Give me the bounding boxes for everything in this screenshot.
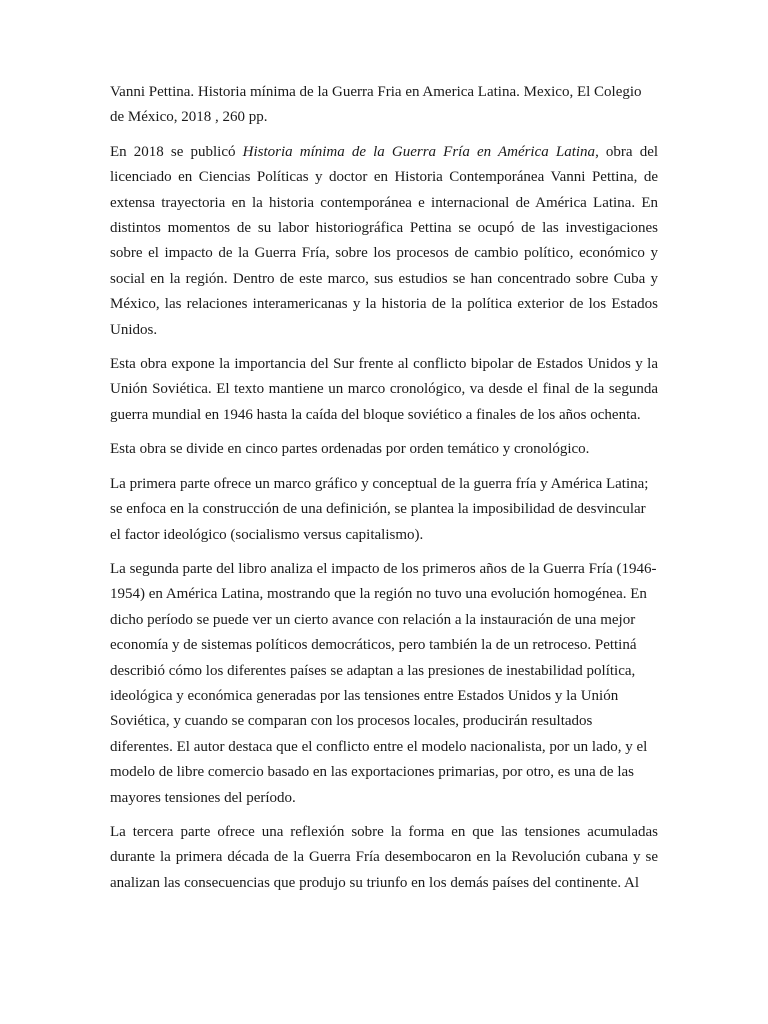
intro-paragraph [110,140,658,343]
paragraph-part-two: La segunda parte del libro analiza el impacto de los primeros años de la Guerra Fría (1946-1954) en América Latina, mostrando que la región no tuvo una evolución homogénea. En dicho período se puede ver un cierto avance con relación a la instauración de una mejor economía y de sistemas políticos democráticos, pero también la de un retroceso. Pettiná describió cómo los diferentes países se adaptan a las presiones de inestabilidad política, ideológica y económica generadas por las tensiones entre Estados Unidos y la Unión Soviética, y cuando se comparan con los procesos locales, producirán resultados diferentes. El autor destaca que el conflicto entre el modelo nacionalista, por un lado, y el modelo de libre comercio basado en las exportaciones primarias, por otro, es una de las mayores tensiones del período. [110,560,657,806]
intro-text-before: En 2018 se publicó [110,143,243,160]
intro-text-after: , obra del licenciado en Ciencias Políticas y doctor en Historia Contemporánea Vanni Pettina, de extensa trayectoria en la historia contemporánea e internacional de América Latina. En distintos momentos de su labor historiográfica Pettina se ocupó de las investigaciones sobre el impacto de la Guerra Fría, sobre los procesos de cambio político, económico y social en la región. Dentro de este marco, sus estudios se han concentrado sobre Cuba y México, las relaciones interamericanas y la historia de la política exterior de los Estados Unidos. [110,143,659,338]
paragraph-part-three: La tercera parte ofrece una reflexión sobre la forma en que las tensiones acumuladas durante la primera década de la Guerra Fría desembocaron en la Revolución cubana y se analizan las consecuencias que produjo su triunfo en los demás países del continente. Al [110,823,658,891]
paragraph-part-one: La primera parte ofrece un marco gráfico y conceptual de la guerra fría y América Latina; se enfoca en la construcción de una definición, se plantea la imposibilidad de desvincular el factor ideológico (socialismo versus capitalismo). [110,475,649,543]
bibliographic-citation: Vanni Pettina. Historia mínima de la Guerra Fria en America Latina. Mexico, El Colegio de México, 2018 , 260 pp. [110,84,642,126]
document-page [110,80,658,905]
paragraph-structure: Esta obra se divide en cinco partes ordenadas por orden temático y cronológico. [110,441,590,458]
book-title: Historia mínima de la Guerra Fría en América Latina [242,143,596,160]
paragraph-overview: Esta obra expone la importancia del Sur frente al conflicto bipolar de Estados Unidos y la Unión Soviética. El texto mantiene un marco cronológico, va desde el final de la segunda guerra mundial en 1946 hasta la caída del bloque soviético a finales de los años ochenta. [110,356,658,423]
